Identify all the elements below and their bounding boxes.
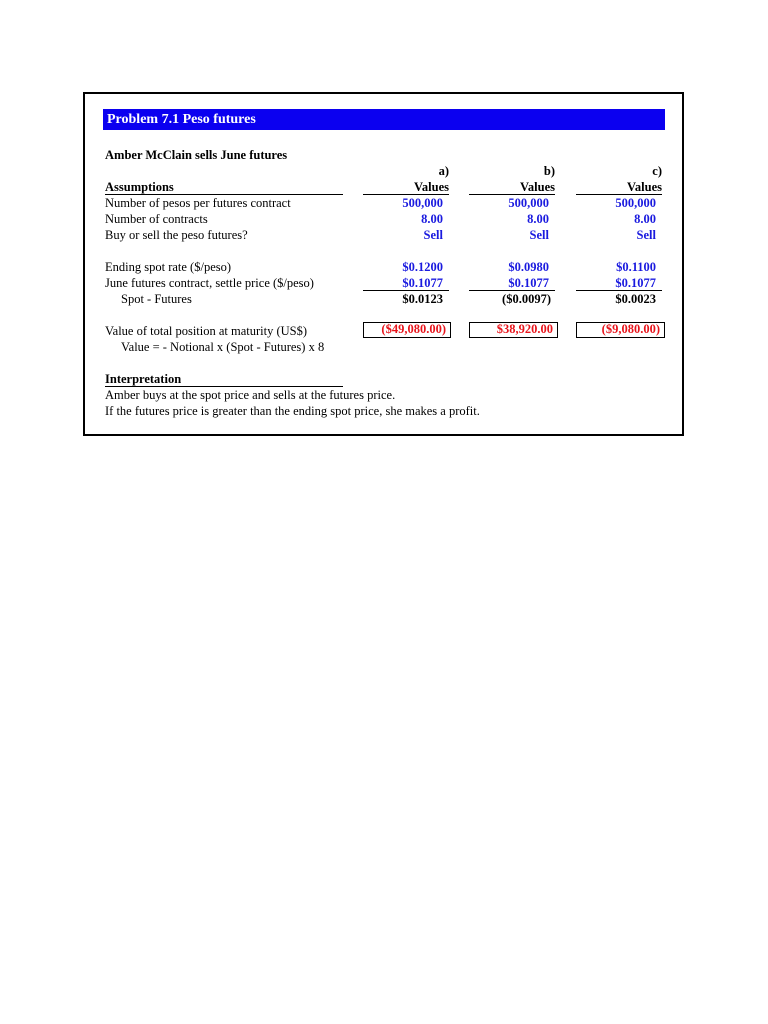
- cell-b-settle: $0.1077: [508, 276, 549, 290]
- row-label-buy-sell: Buy or sell the peso futures?: [105, 228, 248, 242]
- row-label-num-contracts: Number of contracts: [105, 212, 208, 226]
- row-label-settle-price: June futures contract, settle price ($/peso): [105, 276, 314, 290]
- subtitle: Amber McClain sells June futures: [105, 148, 288, 162]
- cell-c-buy-sell: Sell: [636, 228, 656, 242]
- cell-a-contracts: 8.00: [421, 212, 443, 226]
- cell-b-pesos: 500,000: [508, 196, 549, 210]
- col-b-letter: b): [543, 164, 555, 178]
- col-c-letter: c): [652, 164, 662, 178]
- cell-a-buy-sell: Sell: [423, 228, 443, 242]
- cell-a-settle: $0.1077: [402, 276, 443, 290]
- row-label-total-value: Value of total position at maturity (US$): [105, 324, 308, 338]
- cell-b-buy-sell: Sell: [529, 228, 549, 242]
- cell-c-total-value: ($9,080.00): [576, 322, 665, 338]
- cell-a-pesos: 500,000: [402, 196, 443, 210]
- col-a-letter: a): [438, 164, 449, 178]
- cell-a-ending-spot: $0.1200: [402, 260, 443, 274]
- interpretation-line-1: Amber buys at the spot price and sells at the futures price.: [105, 388, 396, 402]
- assumptions-heading: Assumptions: [105, 180, 174, 194]
- interpretation-heading: Interpretation: [105, 372, 182, 386]
- cell-a-diff: $0.0123: [402, 292, 443, 306]
- cell-c-settle: $0.1077: [615, 276, 656, 290]
- cell-b-ending-spot: $0.0980: [508, 260, 549, 274]
- cell-b-contracts: 8.00: [527, 212, 549, 226]
- worksheet: [83, 92, 684, 436]
- col-b-header: Values: [520, 180, 555, 194]
- formula-note: Value = - Notional x (Spot - Futures) x 8: [121, 340, 325, 354]
- interpretation-line-2: If the futures price is greater than the ending spot price, she makes a profit.: [105, 404, 480, 418]
- cell-c-contracts: 8.00: [634, 212, 656, 226]
- cell-c-diff: $0.0023: [615, 292, 656, 306]
- cell-c-pesos: 500,000: [615, 196, 656, 210]
- col-c-header: Values: [627, 180, 662, 194]
- row-label-pesos-per-contract: Number of pesos per futures contract: [105, 196, 291, 210]
- cell-c-ending-spot: $0.1100: [616, 260, 656, 274]
- problem-title: Problem 7.1 Peso futures: [103, 109, 665, 130]
- row-label-ending-spot: Ending spot rate ($/peso): [105, 260, 232, 274]
- row-label-spot-minus-futures: Spot - Futures: [121, 292, 192, 306]
- cell-b-diff: ($0.0097): [502, 292, 551, 306]
- col-a-header: Values: [414, 180, 449, 194]
- cell-a-total-value: ($49,080.00): [363, 322, 451, 338]
- cell-b-total-value: $38,920.00: [469, 322, 558, 338]
